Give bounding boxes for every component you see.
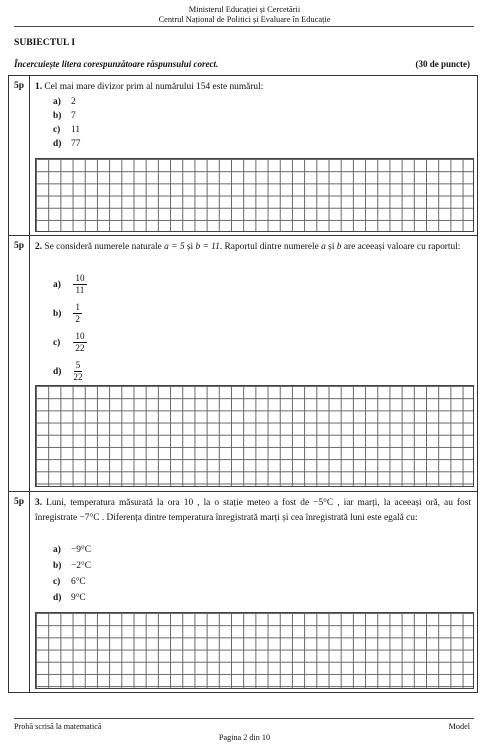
option-a[interactable] xyxy=(53,545,91,555)
question-row-1 xyxy=(9,76,477,236)
question-points: 5p xyxy=(9,492,30,692)
fraction-numerator: 10 xyxy=(75,331,85,341)
fraction-numerator: 5 xyxy=(75,360,81,370)
question-text xyxy=(35,80,471,95)
option-c[interactable] xyxy=(53,577,86,587)
question-points: 5p xyxy=(9,76,30,235)
footer-model-label: Model xyxy=(448,722,470,731)
option-letter: a) xyxy=(53,545,61,555)
option-b[interactable] xyxy=(53,561,91,571)
option-a[interactable] xyxy=(53,97,76,107)
question-number: 2. xyxy=(35,242,43,252)
question-row-3 xyxy=(9,492,477,692)
answer-grid[interactable] xyxy=(35,612,474,689)
option-letter: b) xyxy=(53,308,62,319)
fraction-numerator: 10 xyxy=(75,273,85,283)
option-value: −9°C xyxy=(71,545,91,555)
subject-title: SUBIECTUL I xyxy=(14,37,76,48)
option-letter: c) xyxy=(53,125,61,135)
question-body: și xyxy=(328,242,335,252)
variable-a-value: a = 5 xyxy=(164,242,185,252)
fraction xyxy=(73,302,82,325)
fraction-denominator: 22 xyxy=(73,372,83,382)
option-d[interactable] xyxy=(53,593,86,603)
option-d[interactable] xyxy=(53,360,83,383)
question-body: și xyxy=(186,242,194,252)
question-body: Cel mai mare divizor prim al numărului 154 este numărul: xyxy=(44,82,264,92)
option-letter: d) xyxy=(53,139,62,149)
instruction-text: Încercuiește litera corespunzătoare răspunsului corect. xyxy=(14,59,219,69)
fraction xyxy=(73,273,86,296)
answer-grid[interactable] xyxy=(35,158,474,232)
variable-b-value: b = 11 xyxy=(195,242,220,252)
option-value: 2 xyxy=(71,97,76,107)
question-text xyxy=(35,240,471,255)
option-d[interactable] xyxy=(53,139,80,149)
option-letter: b) xyxy=(53,111,62,121)
option-value: 11 xyxy=(71,125,81,135)
option-letter: d) xyxy=(53,593,62,603)
question-body: . Raportul dintre numerele xyxy=(219,242,319,252)
option-letter: a) xyxy=(53,97,61,107)
points-total: (30 de puncte) xyxy=(415,59,470,69)
fraction-numerator: 1 xyxy=(75,302,80,312)
question-body: Luni, temperatura măsurată la ora 10 , la o stație meteo a fost de −5°C , iar marți, la aceeași oră, au fost înregistrate −7°C . Diferența dintre temperatura înregistrată marți și cea înregistrată luni este egală cu: xyxy=(35,498,471,523)
page-number: Pagina 2 din 10 xyxy=(218,733,271,742)
question-body: are aceeași valoare cu raportul: xyxy=(343,242,461,252)
question-row-2 xyxy=(9,236,477,492)
option-letter: d) xyxy=(53,366,62,377)
fraction-denominator: 2 xyxy=(75,314,80,324)
fraction-denominator: 11 xyxy=(75,285,85,295)
exam-table xyxy=(8,75,478,693)
option-value: −2°C xyxy=(71,561,91,571)
question-body: Se consideră numerele naturale xyxy=(44,242,162,252)
question-number: 1. xyxy=(35,82,43,92)
variable-b: b xyxy=(336,242,342,252)
option-value: 77 xyxy=(71,139,81,149)
option-value: 9°C xyxy=(71,593,86,603)
option-letter: b) xyxy=(53,561,62,571)
center-name: Centrul Național de Politici și Evaluare în Educație xyxy=(158,15,331,24)
ministry-name: Ministerul Educației și Cercetării xyxy=(188,5,301,14)
option-b[interactable] xyxy=(53,111,76,121)
option-letter: a) xyxy=(53,279,61,290)
answer-grid[interactable] xyxy=(35,385,474,487)
question-points: 5p xyxy=(9,236,30,491)
fraction xyxy=(73,331,86,354)
option-b[interactable] xyxy=(53,302,82,325)
option-letter: c) xyxy=(53,577,61,587)
option-value: 7 xyxy=(71,111,76,121)
question-text xyxy=(35,496,471,526)
header-divider xyxy=(14,26,474,27)
footer-divider xyxy=(14,718,474,719)
option-c[interactable] xyxy=(53,125,80,135)
fraction xyxy=(73,360,82,383)
variable-a: a xyxy=(321,242,326,252)
fraction-denominator: 22 xyxy=(75,343,85,353)
option-a[interactable] xyxy=(53,273,87,296)
option-letter: c) xyxy=(53,337,61,348)
footer-exam-name: Probă scrisă la matematică xyxy=(14,722,102,731)
question-number: 3. xyxy=(35,498,43,508)
option-value: 6°C xyxy=(71,577,86,587)
document-header xyxy=(0,5,489,25)
option-c[interactable] xyxy=(53,331,87,354)
